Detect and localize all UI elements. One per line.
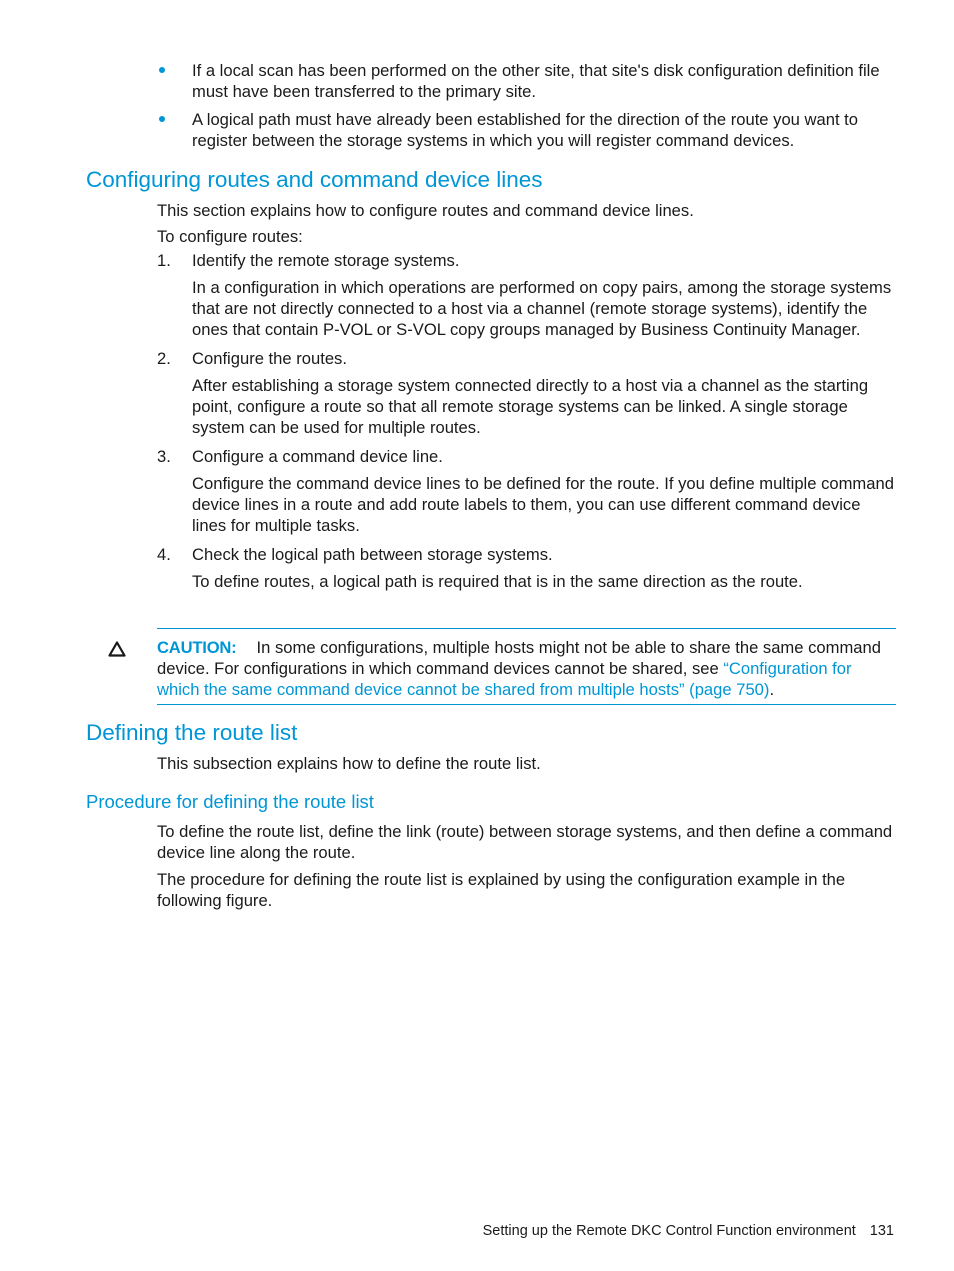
caution-box [157,628,896,705]
step-body: In a configuration in which operations are performed on copy pairs, among the storage systems that are not directly connected to a host via a channel (remote storage systems), identify the ones that contain P-VOL or S-VOL copy groups managed by Business Continuity Manager. [192,278,892,339]
section-intro: This subsection explains how to define the route list. [157,754,541,773]
footer-title: Setting up the Remote DKC Control Function environment [482,1223,856,1239]
subsection-heading-procedure: Procedure for defining the route list [86,791,374,812]
bullet-text: A logical path must have already been established for the direction of the route you want to register between the storage systems in which you will register command devices. [192,110,859,150]
step-item [157,250,897,340]
list-item [157,109,897,151]
step-number: 2. [157,349,171,368]
step-title: Check the logical path between storage systems. [192,545,553,564]
prerequisite-list [157,60,897,158]
list-item [157,60,897,102]
step-number: 3. [157,447,171,466]
section-intro: This section explains how to configure routes and command device lines. [157,201,694,220]
caution-label: CAUTION: [157,638,237,657]
bullet-icon [159,67,165,73]
step-item [157,446,897,536]
procedure-steps [157,250,897,600]
step-body: Configure the command device lines to be defined for the route. If you define multiple command device lines in a route and add route labels to them, you can use different command device lines for multiple tasks. [192,474,894,535]
step-item [157,348,897,438]
page-number: 131 [869,1223,894,1239]
body-paragraph: To define the route list, define the link (route) between storage systems, and then define a command device line along the route. [157,822,893,862]
step-body: To define routes, a logical path is required that is in the same direction as the route. [192,572,803,591]
warning-triangle-icon [108,641,126,657]
step-item [157,544,897,592]
step-number: 1. [157,251,171,270]
body-paragraph: The procedure for defining the route list is explained by using the configuration example in the following figure. [157,870,846,910]
cross-reference-link[interactable]: “Configuration for which the same command device cannot be shared from multiple hosts” (page 750) [157,659,852,699]
step-body: After establishing a storage system connected directly to a host via a channel as the starting point, configure a route so that all remote storage systems can be linked. A single storage system can be used for multiple routes. [192,376,869,437]
procedure-lead: To configure routes: [157,227,303,246]
step-title: Configure the routes. [192,349,347,368]
bullet-text: If a local scan has been performed on the other site, that site's disk configuration definition file must have been transferred to the primary site. [192,61,880,101]
section-heading-route-list: Defining the route list [86,720,298,745]
caution-tail: . [769,680,775,699]
section-heading-configuring-routes: Configuring routes and command device lines [86,167,543,192]
step-number: 4. [157,545,171,564]
step-title: Configure a command device line. [192,447,443,466]
bullet-icon [159,116,165,122]
page-footer [483,1221,894,1241]
caution-text: In some configurations, multiple hosts might not be able to share the same command device. For configurations in which command devices cannot be shared, see [157,638,881,678]
step-title: Identify the remote storage systems. [192,251,460,270]
